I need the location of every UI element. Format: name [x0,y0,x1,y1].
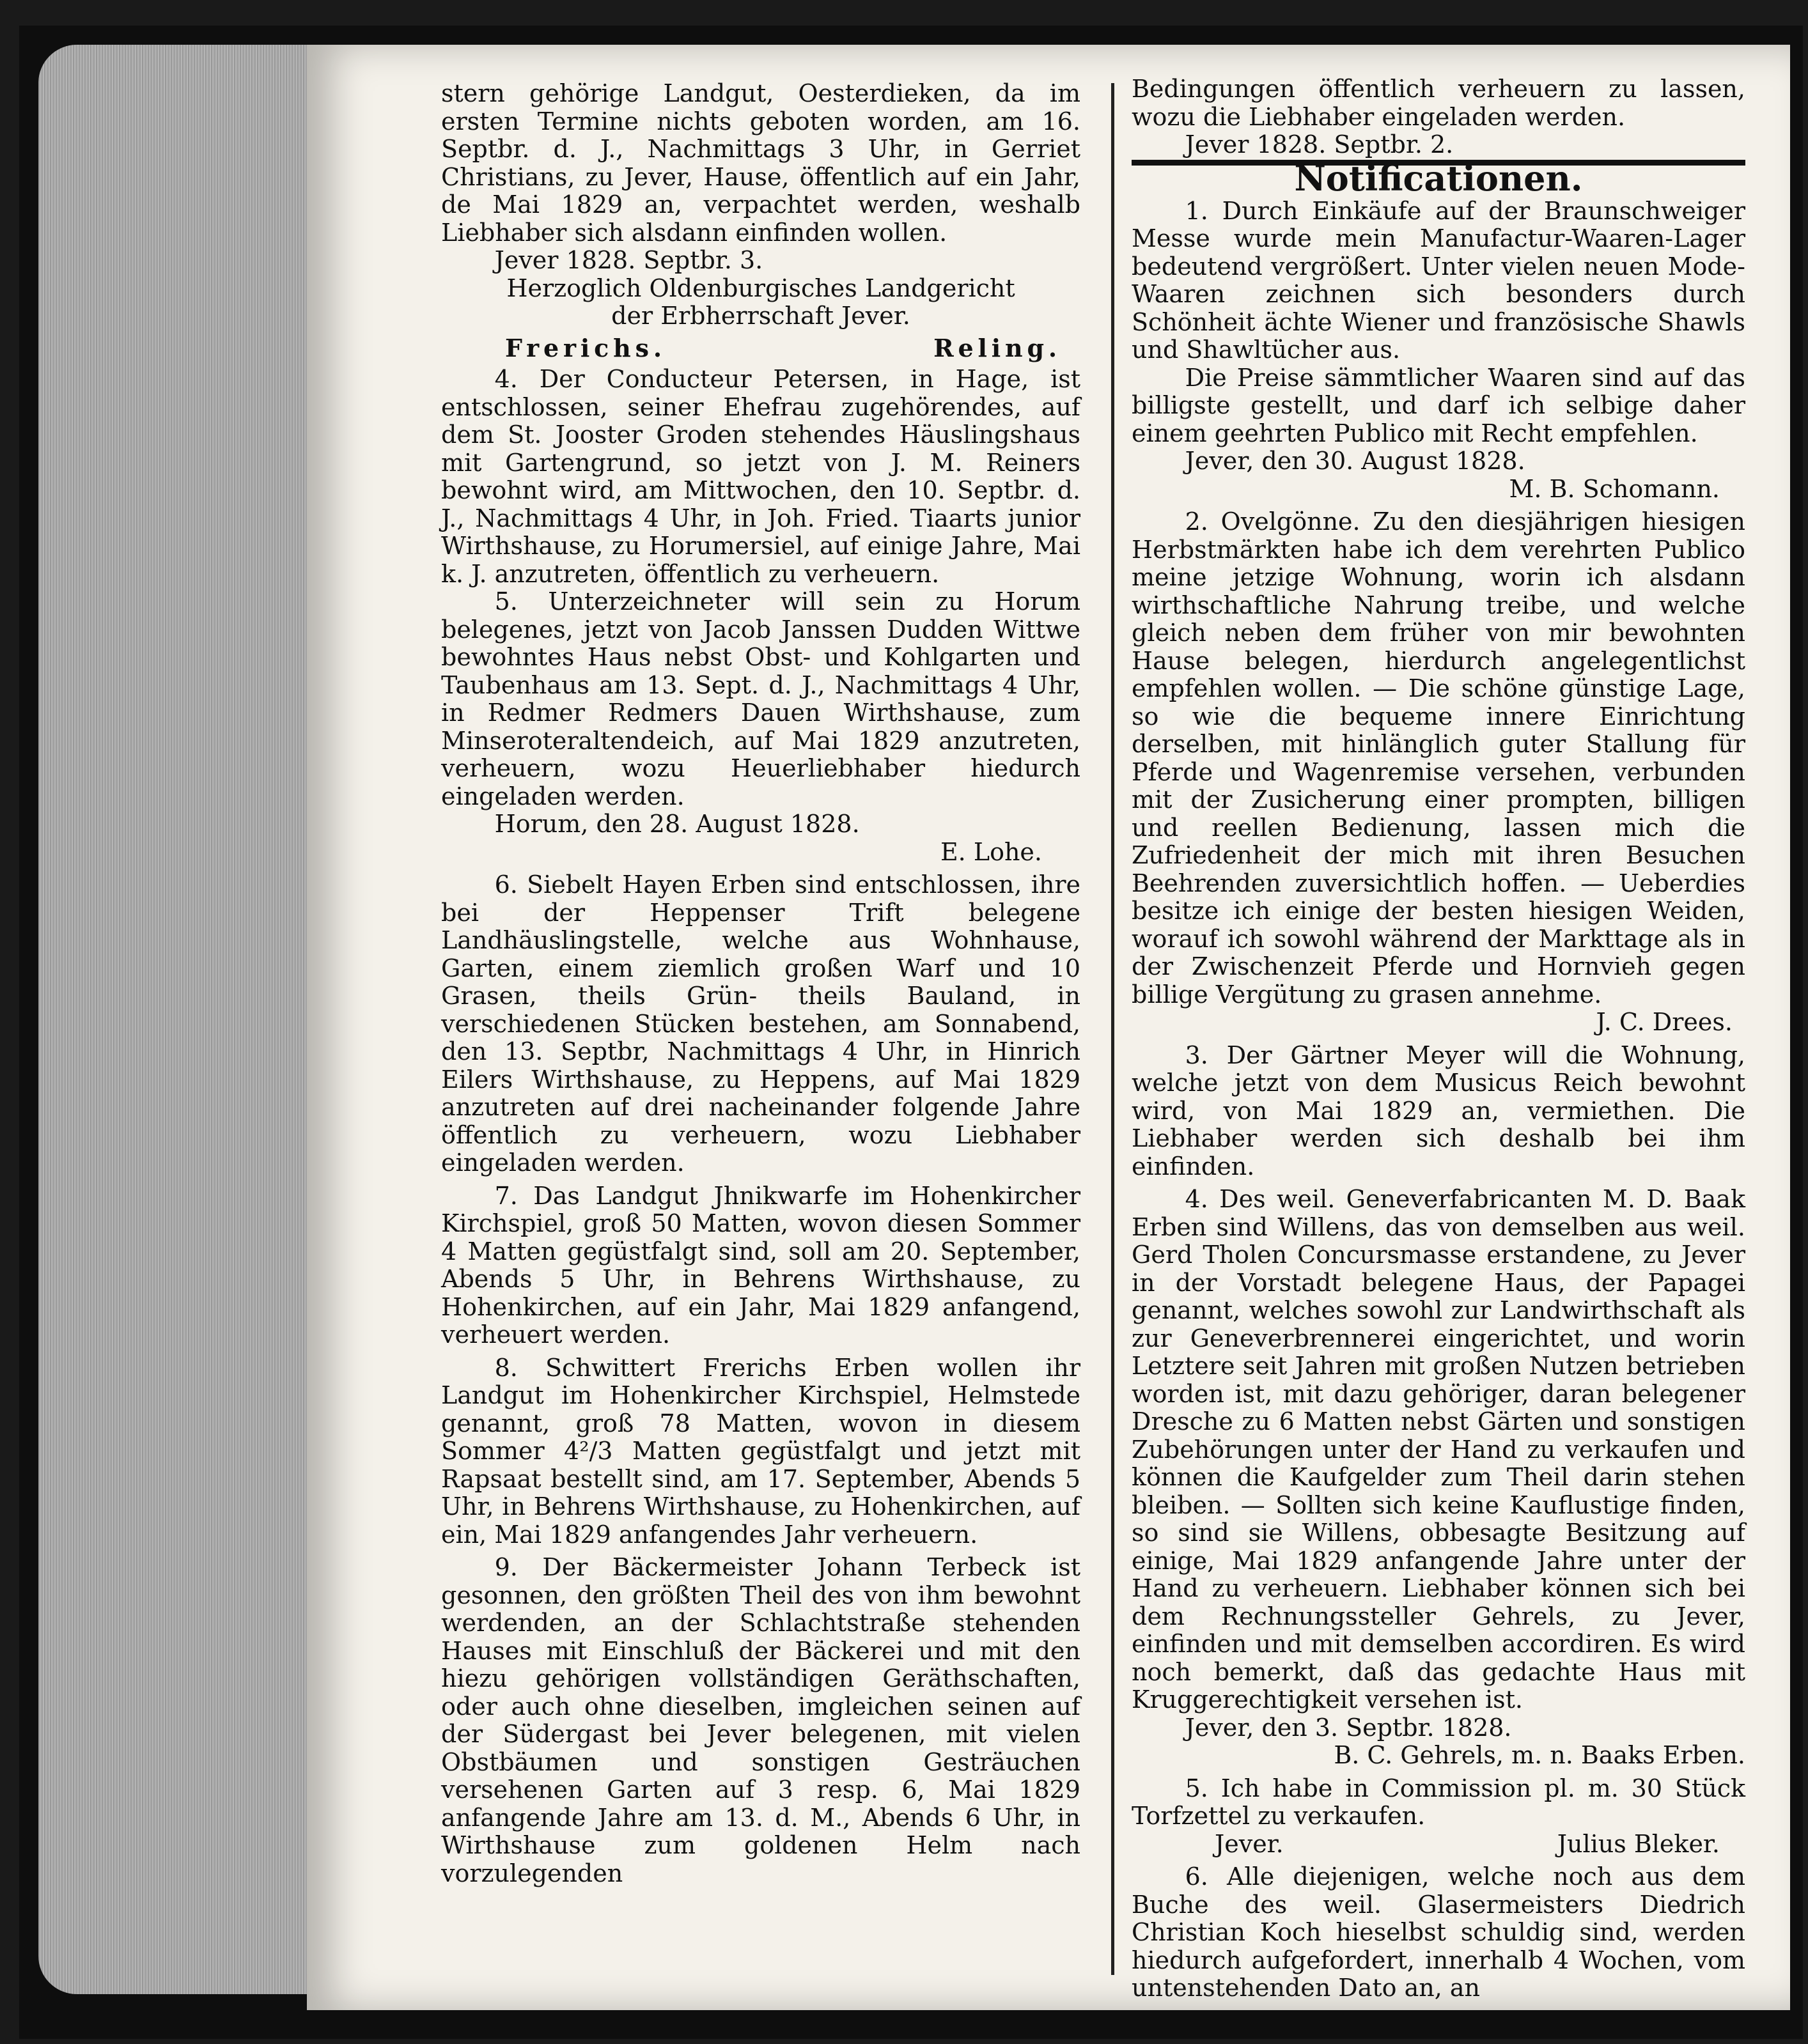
court-line-1: Herzoglich Oldenburgisches Landgericht [506,274,1015,302]
continuation-date: Jever 1828. Septbr. 2. [1185,130,1454,159]
notification-4-signature: B. C. Gehrels, m. n. Baaks Erben. [1334,1741,1745,1769]
left-column [441,80,1080,1887]
notice-intro: stern gehörige Landgut, Oesterdieken, da im ersten Termine nichts geboten worden, am 16. Septbr. d. J., Nachmittags 3 Uhr, in Gerriet Christians, zu Jever, Hause, öffentlich auf ein Jahr, de Mai 1829 an, verpachtet werden, weshalb Liebhaber sich alsdann einfinden wollen. [441,79,1080,247]
notification-2-signature: J. C. Drees. [1596,1008,1733,1036]
signature-frerichs: Frerichs. [505,333,666,362]
notification-1b: Die Preise sämmtlicher Waaren sind auf das billigste gestellt, und darf ich selbige daher einem geehrten Publico mit Recht empfehlen. [1132,363,1745,447]
notification-1-signature: M. B. Schomann. [1509,474,1720,503]
signature-row [441,334,1080,362]
notification-4: 4. Des weil. Geneverfabricanten M. D. Baak Erben sind Willens, das von demselben aus weil. Gerd Tholen Concursmasse erstandene, zu Jever in der Vorstadt belegene Haus, der Papagei genannt, welches sowohl zur Landwirthschaft als zur Geneverbrennerei eingerichtet, und worin Letztere seit Jahren mit großen Nutzen betrieben worden ist, mit dazu gehöriger, daran belegener Dresche zu 6 Matten nebst Gärten und sonstigen Zubehörungen unter der Hand zu verkaufen und können die Kaufgelder zum Theil darin stehen bleiben. — Sollten sich keine Kauflustige finden, so sind sie Willens, obbesagte Besitzung auf einige, Mai 1829 anfangende Jahre unter der Hand zu verheuern. Liebhaber können sich bei dem Rechnungssteller Gehrels, zu Jever, einfinden und mit demselben accordiren. Es wird noch bemerkt, daß das gedachte Haus mit Kruggerechtigkeit versehen ist. [1132,1185,1745,1714]
notification-4-date: Jever, den 3. Septbr. 1828. [1185,1713,1512,1742]
notification-2: 2. Ovelgönne. Zu den diesjährigen hiesigen Herbstmärkten habe ich dem verehrten Publico meine jetzige Wohnung, worin ich alsdann wirthschaftliche Nahrung treibe, und welche gleich neben dem früher von mir bewohnten Hause belegen, hierdurch angelegentlichst empfehlen wollen. — Die schöne günstige Lage, so wie die bequeme innere Einrichtung derselben, mit hinlänglich guter Stallung für Pferde und Wagenremise versehen, verbunden mit der Zusicherung einer prompten, billigen und reellen Bedienung, lassen mich die Zufriedenheit der mich mit ihren Besuchen Beehrenden zuversichtlich hoffen. — Ueberdies besitze ich einige der besten hiesigen Weiden, worauf ich sowohl während der Markttage als in der Zwischenzeit Pferde und Hornvieh gegen billige Vergütung zu grasen annehme. [1132,507,1745,1009]
notification-1: 1. Durch Einkäufe auf der Braunschweiger Messe wurde mein Manufactur-Waaren-Lager bedeutend vergrößert. Unter vielen neuen Mode-Waaren zeichnen sich besonders durch Schönheit ächte Wiener und französische Shawls und Shawltücher aus. [1132,196,1745,364]
notice-5-date: Horum, den 28. August 1828. [494,810,860,838]
notice-9: 9. Der Bäckermeister Johann Terbeck ist gesonnen, den größten Theil des von ihm bewohnt werdenden, an der Schlachtstraße stehenden Hauses mit Einschluß der Bäckerei und mit den hiezu gehörigen vollständigen Geräthschaften, oder auch ohne dieselben, imgleichen seinen auf der Südergast bei Jever belegenen, mit vielen Obstbäumen und sonstigen Gesträuchen versehenen Garten auf 3 resp. 6, Mai 1829 anfangende Jahre am 13. d. M., Abends 6 Uhr, in Wirthshause zum goldenen Helm nach vorzulegenden [441,1553,1080,1887]
right-column [1132,75,1745,2002]
section-heading: Notificationen. [1294,157,1583,199]
notification-5-sign-row [1132,1831,1745,1859]
notice-8: 8. Schwittert Frerichs Erben wollen ihr Landgut im Hohenkircher Kirchspiel, Helmstede genannt, groß 78 Matten, wovon in diesem Sommer 4²/3 Matten gegüstfalgt und jetzt mit Rapsaat bestellt sind, am 17. September, Abends 5 Uhr, in Behrens Wirthshause, zu Hohenkirchen, auf ein, Mai 1829 anfangendes Jahr verheuern. [441,1353,1080,1549]
notification-6: 6. Alle diejenigen, welche noch aus dem Buche des weil. Glasermeisters Diedrich Christian Koch hieselbst schuldig sind, werden hiedurch aufgefordert, innerhalb 4 Wochen, vom untenstehenden Dato an, an [1132,1862,1745,2002]
notice-7: 7. Das Landgut Jhnikwarfe im Hohenkircher Kirchspiel, groß 50 Matten, wovon diesen Sommer 4 Matten gegüstfalgt sind, soll am 20. September, Abends 5 Uhr, in Behrens Wirthshause, zu Hohenkirchen, auf ein Jahr, Mai 1829 anfangend, verheuert werden. [441,1181,1080,1349]
notice-5-signature: E. Lohe. [940,837,1042,866]
notification-5-signature: Julius Bleker. [1557,1829,1720,1858]
signature-reling: Reling. [933,333,1061,362]
notification-1-date: Jever, den 30. August 1828. [1185,447,1525,475]
notice-5: 5. Unterzeichneter will sein zu Horum belegenes, jetzt von Jacob Janssen Dudden Wittwe bewohntes Haus nebst Obst- und Kohlgarten und Taubenhaus am 13. Sept. d. J., Nachmittags 4 Uhr, in Redmer Redmers Dauen Wirthshause, zum Minseroteraltendeich, auf Mai 1829 anzutreten, verheuern, wozu Heuerliebhaber hiedurch eingeladen werden. [441,587,1080,810]
notification-5-place: Jever. [1215,1829,1284,1858]
notification-5: 5. Ich habe in Commission pl. m. 30 Stück Torfzettel zu verkaufen. [1132,1774,1745,1830]
notice-4: 4. Der Conducteur Petersen, in Hage, ist entschlossen, seiner Ehefrau zugehörendes, auf dem St. Jooster Groden stehendes Häuslingshaus mit Gartengrund, so jetzt von J. M. Reiners bewohnt wird, am Mittwochen, den 10. Septbr. d. J., Nachmittags 4 Uhr, in Joh. Fried. Tiaarts junior Wirthshause, zu Horumersiel, auf einige Jahre, Mai k. J. anzutreten, öffentlich zu verheuern. [441,365,1080,588]
notice-intro-date: Jever 1828. Septbr. 3. [494,246,763,274]
book-page [307,45,1790,2010]
continuation-text: Bedingungen öffentlich verheuern zu lassen, wozu die Liebhaber eingeladen werden. [1132,75,1745,131]
notification-3: 3. Der Gärtner Meyer will die Wohnung, welche jetzt von dem Musicus Reich bewohnt wird, von Mai 1829 an, vermiethen. Die Liebhaber werden sich deshalb bei ihm einfinden. [1132,1041,1745,1181]
column-divider [1111,83,1114,1975]
court-line-2: der Erbherrschaft Jever. [611,302,910,330]
notice-6: 6. Siebelt Hayen Erben sind entschlossen, ihre bei der Heppenser Trift belegene Landhäuslingstelle, welche aus Wohnhause, Garten, einem ziemlich großen Warf und 10 Grasen, theils Grün- theils Bauland, in verschiedenen Stücken bestehen, am Sonnabend, den 13. Septbr, Nachmittags 4 Uhr, in Hinrich Eilers Wirthshause, zu Heppens, auf Mai 1829 anzutreten auf drei nacheinander folgende Jahre öffentlich zu verheuern, wozu Liebhaber eingeladen werden. [441,871,1080,1177]
